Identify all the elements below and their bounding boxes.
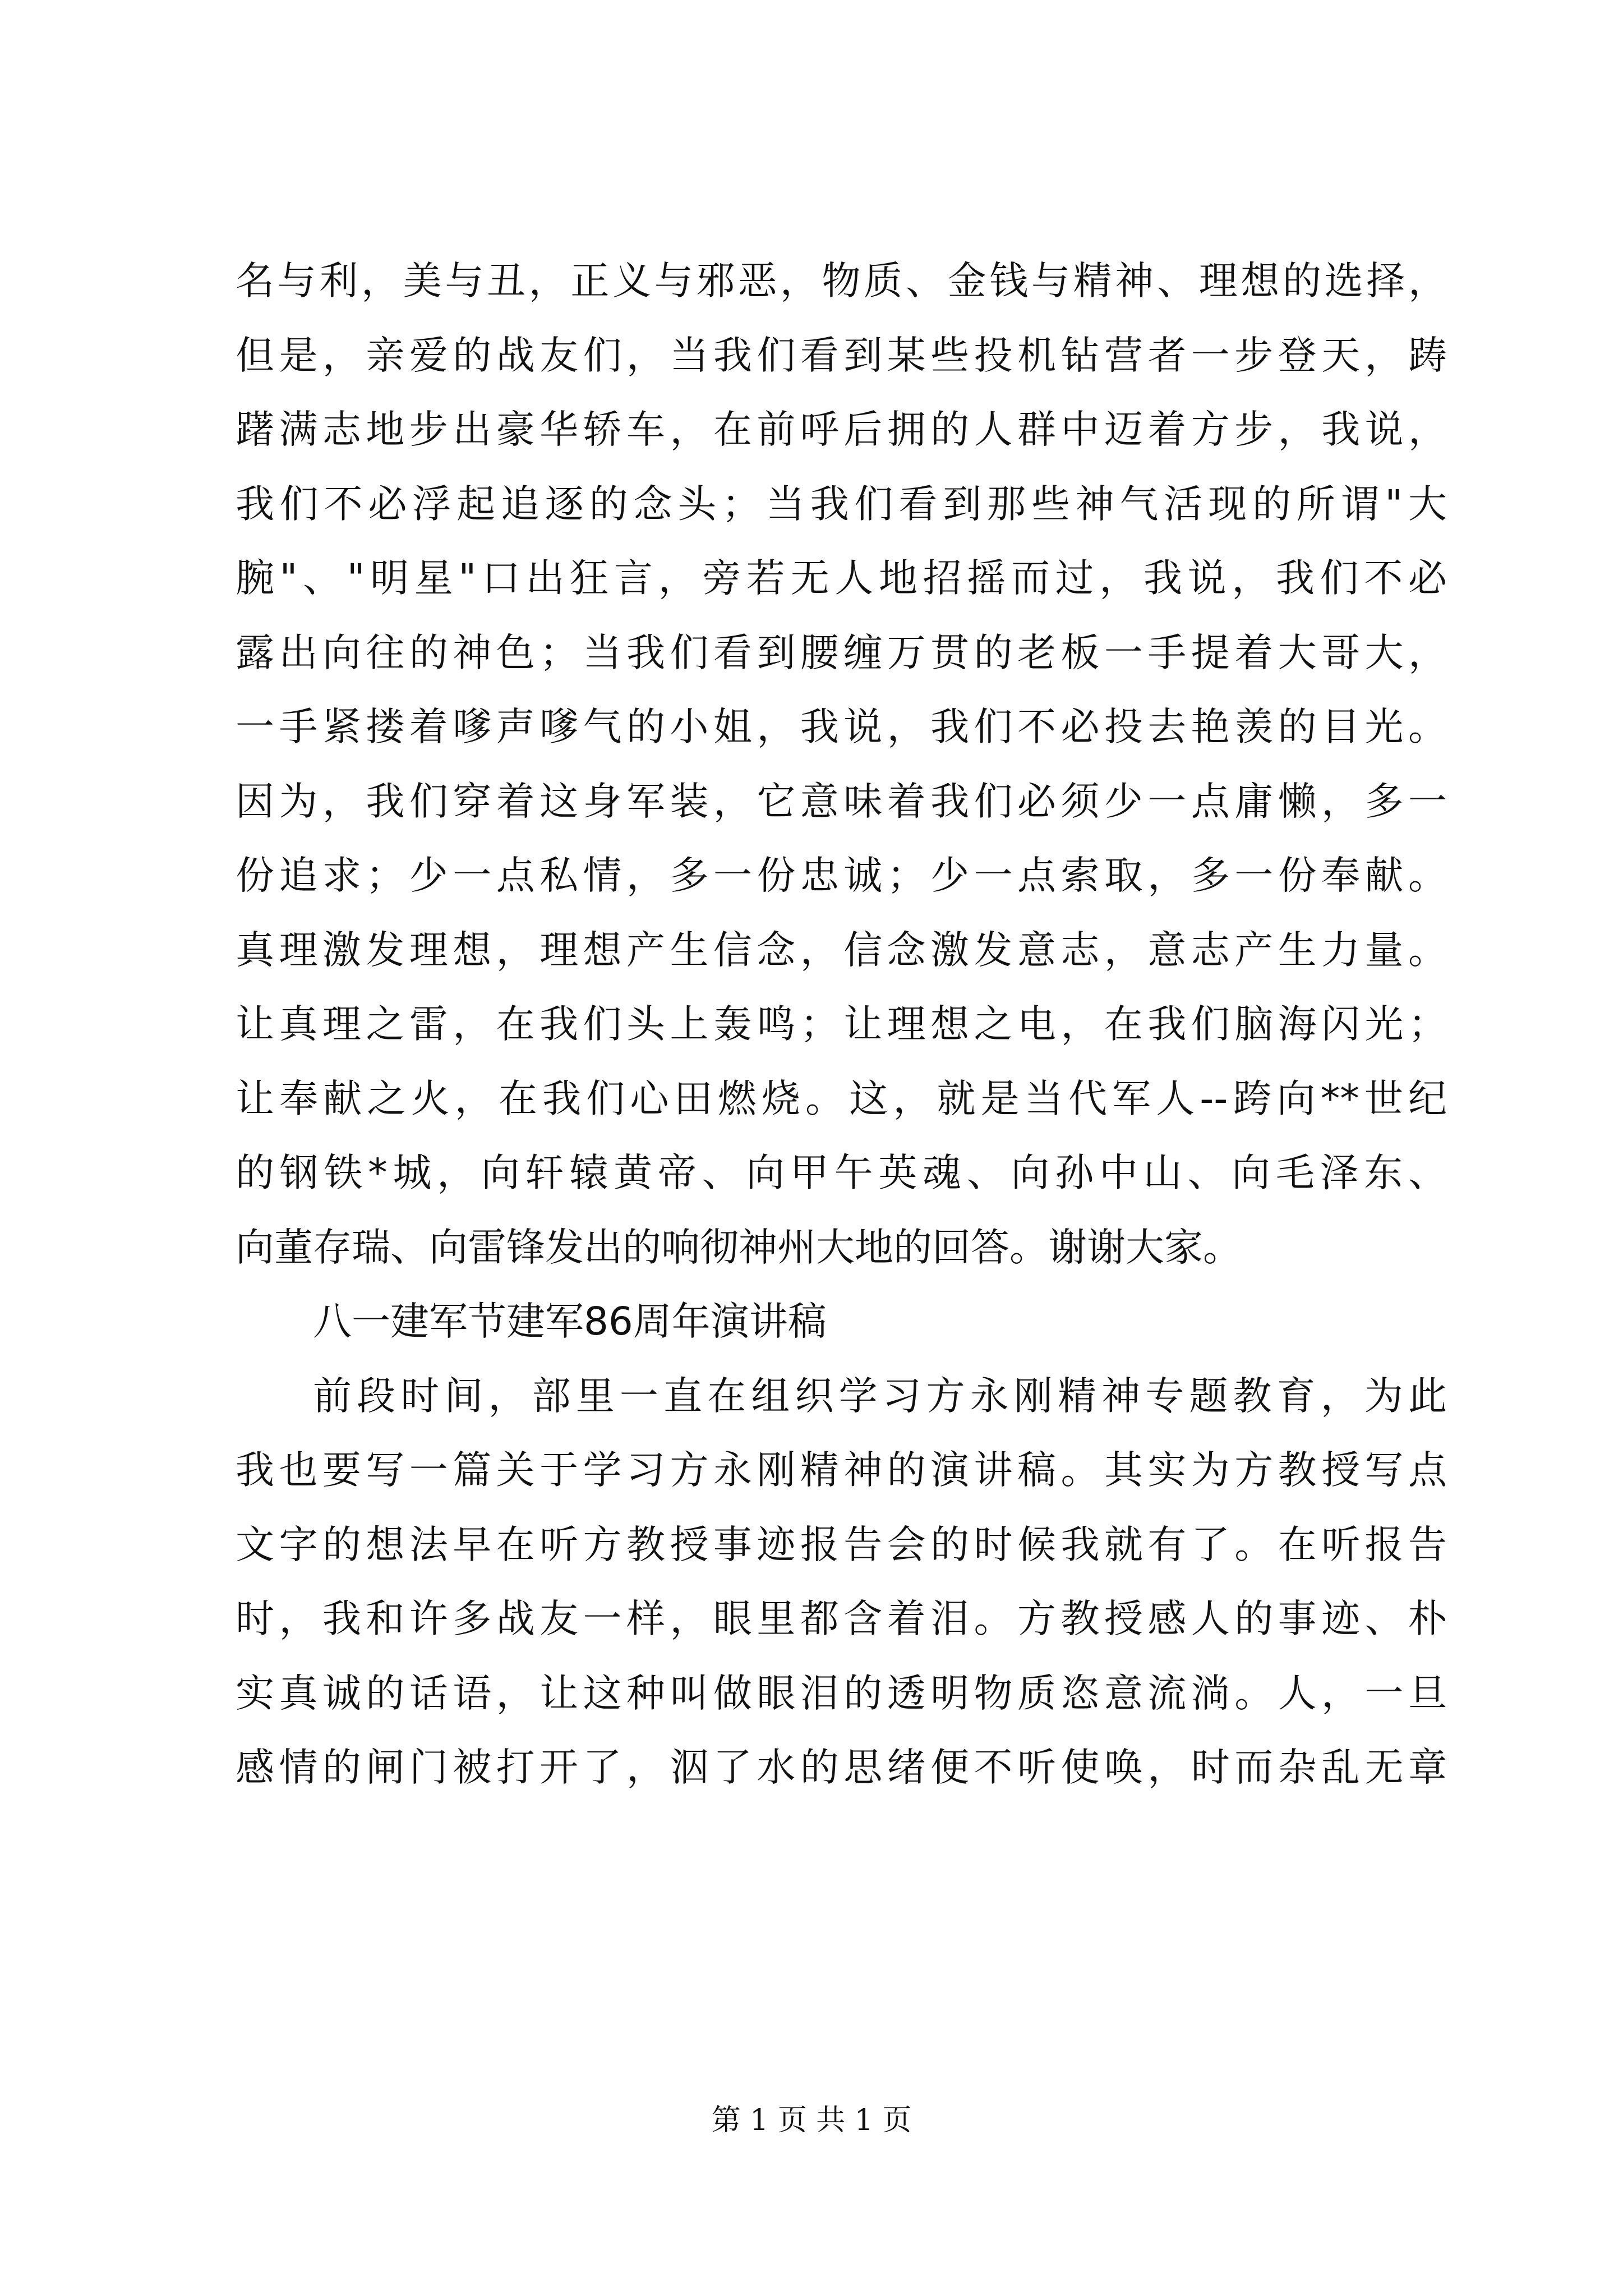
text-line: 腕"、"明星"口出狂言，旁若无人地招摇而过，我说，我们不必 [236,556,1447,601]
section-heading: 八一建军节建军86周年演讲稿 [313,1299,827,1344]
text-line: 露出向往的神色；当我们看到腰缠万贯的老板一手提着大哥大， [236,630,1447,675]
text-line: 让真理之雷，在我们头上轰鸣；让理想之电，在我们脑海闪光； [236,1002,1447,1047]
document-body [236,244,1447,1983]
text-line: 但是，亲爱的战友们，当我们看到某些投机钻营者一步登天，踌 [236,333,1447,378]
text-line: 前段时间，部里一直在组织学习方永刚精神专题教育，为此 [313,1373,1447,1419]
text-line: 文字的想法早在听方教授事迹报告会的时候我就有了。在听报告 [236,1522,1447,1567]
text-line: 我也要写一篇关于学习方永刚精神的演讲稿。其实为方教授写点 [236,1448,1447,1493]
text-line: 我们不必浮起追逐的念头；当我们看到那些神气活现的所谓"大 [236,481,1447,527]
text-line: 真理激发理想，理想产生信念，信念激发意志，意志产生力量。 [236,927,1447,973]
page-footer: 第 1 页 共 1 页 [711,2104,912,2137]
text-line: 名与利，美与丑，正义与邪恶，物质、金钱与精神、理想的选择， [236,259,1447,303]
text-line: 向董存瑞、向雷锋发出的响彻神州大地的回答。谢谢大家。 [236,1225,1242,1270]
text-line: 一手紧搂着嗲声嗲气的小姐，我说，我们不必投去艳羡的目光。 [236,705,1447,749]
text-line: 躇满志地步出豪华轿车，在前呼后拥的人群中迈着方步，我说， [236,407,1447,452]
text-line: 感情的闸门被打开了，泅了水的思绪便不听使唤，时而杂乱无章 [236,1745,1447,1790]
text-line: 的钢铁*城，向轩辕黄帝、向甲午英魂、向孙中山、向毛泽东、 [236,1151,1447,1195]
text-line: 时，我和许多战友一样，眼里都含着泪。方教授感人的事迹、朴 [236,1596,1447,1641]
text-line: 让奉献之火，在我们心田燃烧。这，就是当代军人--跨向**世纪 [236,1076,1447,1121]
text-line: 因为，我们穿着这身军装，它意味着我们必须少一点庸懒，多一 [236,779,1447,824]
text-line: 份追求；少一点私情，多一份忠诚；少一点索取，多一份奉献。 [236,853,1447,898]
text-line: 实真诚的话语，让这种叫做眼泪的透明物质恣意流淌。人，一旦 [236,1671,1447,1716]
